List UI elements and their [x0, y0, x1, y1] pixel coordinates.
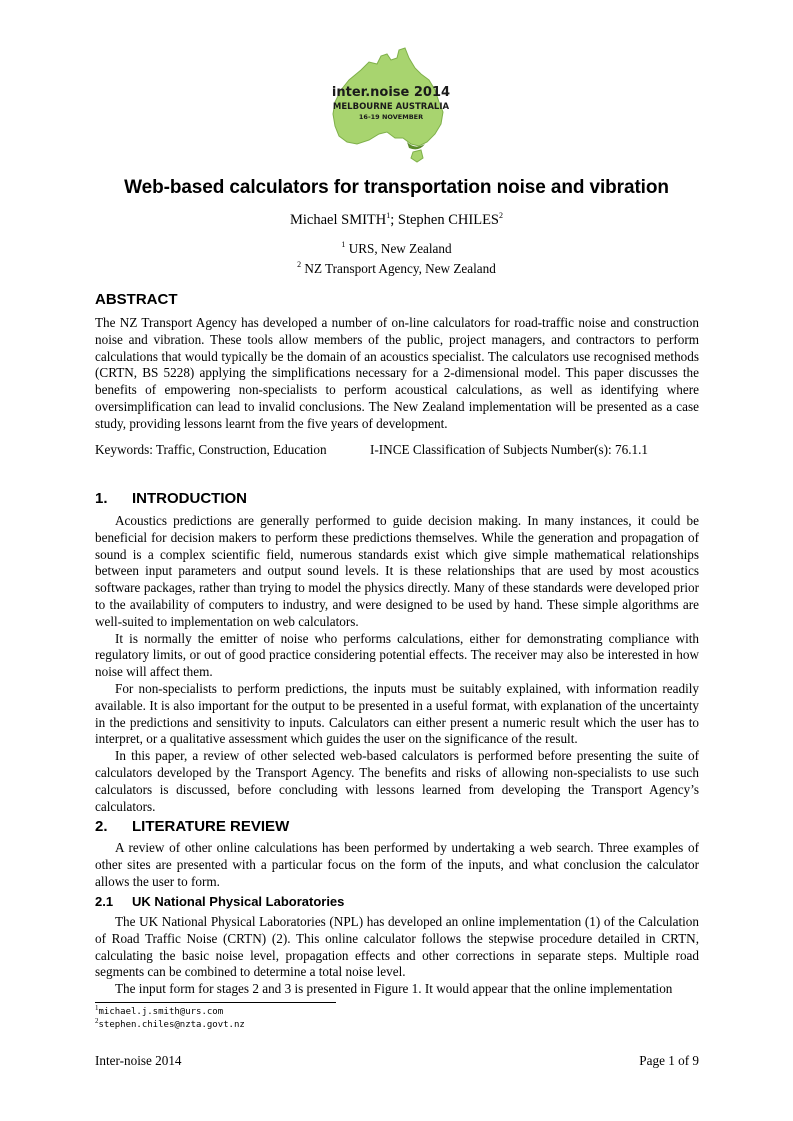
author-1: Michael SMITH: [290, 212, 387, 228]
author-1-affiliation-mark: 1: [386, 211, 391, 220]
tasmania-shape: [411, 150, 423, 162]
ince-classification: I-INCE Classification of Subjects Number(s): 76.1.1: [370, 442, 648, 457]
affiliation-1-mark: 1: [341, 240, 346, 249]
section-2-number: 2.: [95, 818, 108, 835]
footer-conference: Inter-noise 2014: [95, 1053, 182, 1068]
keywords-line: [95, 442, 648, 458]
logo-text-line2: MELBOURNE AUSTRALIA: [332, 102, 450, 112]
section-1-number: 1.: [95, 490, 108, 507]
footnote-2-mark: 2: [95, 1017, 99, 1025]
section-2-1-body: [95, 914, 699, 998]
section-1-paragraph: Acoustics predictions are generally performed to guide decision making. In many instances, it could be beneficial for decision makers to perform these predictions themselves. While the generation and propagation of sound is a complex scientific field, numerous standards exist which give simple mathematical relationships between input parameters and output sound levels. It is these relationships that are used by most acoustics software packages, rather than trying to model the physics directly. Many of these standards were developed prior to the availability of computers to industry, and were designed to be used by hand. These simple algorithms are well-suited to implementation on web calculators.: [95, 513, 699, 629]
affiliation-2-mark: 2: [297, 260, 302, 269]
footnote-1-mark: 1: [95, 1004, 99, 1012]
affiliation-2-text: NZ Transport Agency, New Zealand: [301, 261, 496, 276]
section-2-1-title: UK National Physical Laboratories: [132, 894, 345, 909]
logo-text-line3: 16-19 NOVEMBER: [358, 113, 424, 121]
section-2-1-paragraph: The input form for stages 2 and 3 is presented in Figure 1. It would appear that the online implementation: [115, 981, 673, 997]
section-2-1-number: 2.1: [95, 894, 114, 909]
affiliation-1: [0, 241, 793, 257]
author-line: [0, 212, 793, 229]
section-2-title: LITERATURE REVIEW: [132, 818, 290, 835]
section-1-body: [95, 513, 699, 815]
footnote-1: [95, 1004, 224, 1017]
section-1-paragraph: In this paper, a review of other selected web-based calculators is performed before presenting the suite of calculators developed by the Transport Agency. The benefits and risks of allowing non-specialists to use such calculators is discussed, before concluding with lessons learned from developing the Transport Agency’s calculators.: [95, 748, 699, 814]
keywords: Keywords: Traffic, Construction, Education: [95, 442, 327, 457]
section-1-paragraph: For non-specialists to perform predictions, the inputs must be suitably explained, with information readily available. It is also important for the output to be presented in a useful format, with explanation of the uncertainty in the predictions and sensitivity to inputs. Calculators can either present a numeric result which the user has to interpret, or a qualitative assessment which guides the user on the significance of the result.: [95, 680, 699, 747]
abstract-text: The NZ Transport Agency has developed a number of on-line calculators for road-traffic noise and construction noise and vibration. These tools allow members of the public, project managers, and contractors to perform calculations that would typically be the domain of an acoustics specialist. The calculators use recognised methods (CRTN, BS 5228) applying the simplifications necessary for a 2-dimensional model. This paper discusses the benefits of empowering non-specialists to perform acoustical calculations, as well as identifying where oversimplification can lead to invalid conclusions. The New Zealand implementation will be presented as a case study, providing lessons learnt from the five years of development.: [95, 315, 699, 431]
section-2-paragraph: A review of other online calculations has been performed by undertaking a web search. Three examples of other sites are presented with a particular focus on the form of the inputs, and what conclusion the calculator allows the user to form.: [95, 840, 699, 889]
footer-page-number: Page 1 of 9: [639, 1053, 699, 1068]
author-2-affiliation-mark: 2: [499, 211, 503, 220]
paper-title: Web-based calculators for transportation noise and vibration: [124, 177, 669, 198]
section-2-1-paragraph: The UK National Physical Laboratories (NPL) has developed an online implementation (1) of the Calculation of Road Traffic Noise (CRTN) (2). This online calculator follows the stepwise procedure detailed in CRTN, calculating the basic noise level, propagation effects and other corrections in separate steps. Multiple road segments can be combined to determine a total noise level.: [95, 914, 699, 980]
footnote-rule: [95, 1002, 336, 1003]
section-1-title: INTRODUCTION: [132, 490, 247, 507]
section-2-1-heading: [95, 894, 344, 909]
affiliation-1-text: URS, New Zealand: [345, 241, 452, 256]
footnote-2: [95, 1017, 245, 1030]
footnote-2-email: stephen.chiles@nzta.govt.nz: [98, 1020, 245, 1030]
author-2: Stephen CHILES: [397, 212, 499, 228]
logo-text-line1: inter.noise 2014: [331, 85, 451, 100]
affiliation-2: [0, 261, 793, 277]
section-1-heading: [95, 490, 247, 507]
abstract-heading: ABSTRACT: [95, 291, 178, 308]
footnote-1-email: michael.j.smith@urs.com: [98, 1007, 224, 1017]
section-2-heading: [95, 818, 289, 835]
author-separator: ;: [390, 212, 398, 228]
conference-logo: [325, 44, 457, 166]
section-1-paragraph: It is normally the emitter of noise who performs calculations, either for demonstrating compliance with regulatory limits, or out of good practice considering potential effects. The receiver may also be interested in how noise will affect them.: [95, 630, 699, 680]
